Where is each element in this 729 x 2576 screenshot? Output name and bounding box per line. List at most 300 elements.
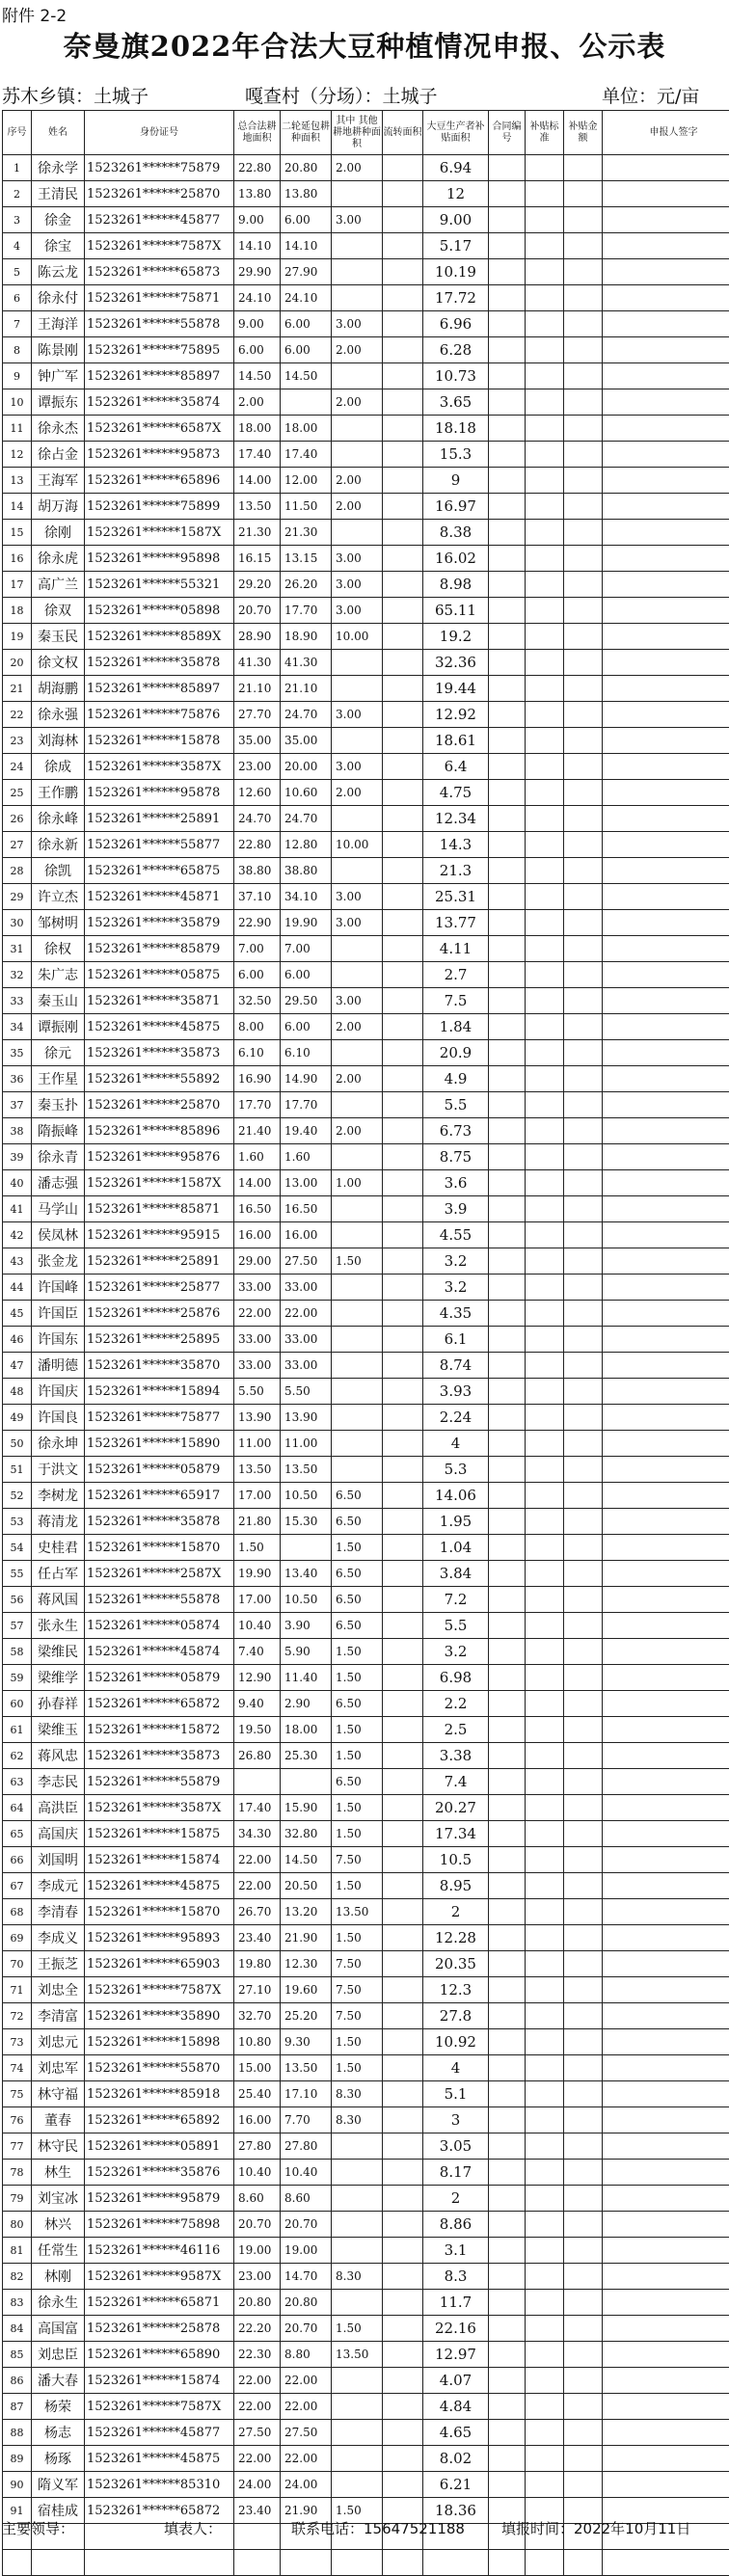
transfer-area [383,1795,423,1821]
subsidy-area: 8.38 [423,520,489,546]
contract-area: 21.90 [281,1925,332,1951]
transfer-area [383,2264,423,2290]
other-area [332,1144,383,1170]
row-number: 23 [3,728,32,754]
farmer-name: 李成义 [32,1925,85,1951]
empty-cell [564,2055,603,2081]
row-number: 49 [3,1405,32,1431]
table-row [3,1509,729,1535]
empty-cell [526,2394,564,2420]
table-row [3,2081,729,2107]
id-number: 1523261******65890 [85,2342,234,2368]
id-number: 1523261******55877 [85,832,234,858]
contract-area: 3.90 [281,1613,332,1639]
transfer-area [383,1275,423,1301]
empty-cell [489,1066,526,1092]
contract-area: 17.40 [281,442,332,468]
empty-cell [489,2420,526,2446]
empty-cell [489,1795,526,1821]
transfer-area [383,1327,423,1353]
empty-cell [564,1092,603,1118]
empty-cell [423,2550,489,2576]
total-area: 17.40 [234,1795,281,1821]
empty-cell [603,1665,729,1691]
empty-cell [526,624,564,650]
contract-area: 12.30 [281,1951,332,1977]
subsidy-area: 5.1 [423,2081,489,2107]
empty-cell [603,1118,729,1144]
empty-cell [489,442,526,468]
id-number: 1523261******35878 [85,650,234,676]
table-row [3,806,729,832]
empty-cell [526,702,564,728]
farmer-name: 林兴 [32,2212,85,2238]
contract-area: 35.00 [281,728,332,754]
empty-cell [489,1405,526,1431]
subsidy-area: 6.28 [423,337,489,363]
empty-cell [489,2212,526,2238]
row-number: 68 [3,1899,32,1925]
subsidy-area: 4.75 [423,780,489,806]
farmer-name: 潘大春 [32,2368,85,2394]
id-number: 1523261******25870 [85,1092,234,1118]
contract-area: 20.50 [281,1873,332,1899]
empty-cell [489,1951,526,1977]
table-row [3,1014,729,1040]
transfer-area [383,1170,423,1196]
empty-cell [489,806,526,832]
empty-cell [603,1847,729,1873]
row-number: 21 [3,676,32,702]
empty-cell [564,2394,603,2420]
empty-cell [526,442,564,468]
contract-area: 26.20 [281,572,332,598]
row-number: 14 [3,494,32,520]
column-header: 姓名 [32,111,85,155]
transfer-area [383,442,423,468]
subsidy-area: 12.28 [423,1925,489,1951]
row-number: 86 [3,2368,32,2394]
total-area: 22.90 [234,910,281,936]
id-number: 1523261******15878 [85,728,234,754]
contract-area: 14.90 [281,1066,332,1092]
empty-cell [489,285,526,311]
empty-cell [603,1795,729,1821]
empty-cell [526,910,564,936]
empty-cell [489,676,526,702]
total-area: 12.90 [234,1665,281,1691]
empty-cell [489,337,526,363]
farmer-name: 于洪文 [32,1457,85,1483]
row-number: 63 [3,1769,32,1795]
empty-cell [564,1222,603,1248]
row-number: 59 [3,1665,32,1691]
empty-cell [603,1561,729,1587]
total-area: 38.80 [234,858,281,884]
other-area: 2.00 [332,389,383,416]
other-area [332,2446,383,2472]
transfer-area [383,2238,423,2264]
table-row [3,1613,729,1639]
id-number: 1523261******45875 [85,1873,234,1899]
empty-cell [526,780,564,806]
contract-area: 10.50 [281,1483,332,1509]
table-row [3,1821,729,1847]
empty-cell [603,442,729,468]
empty-cell [526,2055,564,2081]
empty-cell [489,884,526,910]
contract-area: 12.00 [281,468,332,494]
empty-cell [526,884,564,910]
other-area [332,728,383,754]
empty-cell [489,1327,526,1353]
id-number: 1523261******85879 [85,936,234,962]
id-number: 1523261******85310 [85,2472,234,2498]
empty-cell [564,1665,603,1691]
transfer-area [383,311,423,337]
empty-cell [603,181,729,207]
farmer-name: 杨琢 [32,2446,85,2472]
farmer-name: 李清富 [32,2003,85,2029]
column-header: 补贴标准 [526,111,564,155]
row-number: 32 [3,962,32,988]
id-number: 1523261******15874 [85,1847,234,1873]
empty-cell [564,2290,603,2316]
empty-cell [489,1353,526,1379]
farmer-name: 李清春 [32,1899,85,1925]
id-number: 1523261******95876 [85,1144,234,1170]
farmer-name: 宿桂成 [32,2498,85,2524]
table-row [3,702,729,728]
row-number: 55 [3,1561,32,1587]
row-number: 4 [3,233,32,259]
subsidy-area: 20.35 [423,1951,489,1977]
id-number: 1523261******35874 [85,389,234,416]
empty-cell [489,962,526,988]
empty-cell [603,1483,729,1509]
empty-cell [526,2107,564,2133]
table-row [3,1639,729,1665]
transfer-area [383,1951,423,1977]
subsidy-area: 8.98 [423,572,489,598]
empty-cell [526,1196,564,1222]
farmer-name: 徐永峰 [32,806,85,832]
contract-area: 24.70 [281,702,332,728]
transfer-area [383,858,423,884]
contract-area: 21.90 [281,2498,332,2524]
row-number: 44 [3,1275,32,1301]
transfer-area [383,806,423,832]
other-area [332,650,383,676]
farmer-name: 秦玉山 [32,988,85,1014]
empty-cell [603,389,729,416]
empty-cell [603,546,729,572]
empty-cell [526,1847,564,1873]
other-area: 6.50 [332,1483,383,1509]
subsidy-area: 2.24 [423,1405,489,1431]
contract-area: 19.90 [281,910,332,936]
empty-cell [526,1639,564,1665]
farmer-name: 徐文权 [32,650,85,676]
other-area: 3.00 [332,910,383,936]
subsidy-area: 20.27 [423,1795,489,1821]
table-row [3,2420,729,2446]
row-number: 19 [3,624,32,650]
table-row [3,2107,729,2133]
empty-cell [564,832,603,858]
total-area: 10.40 [234,2160,281,2186]
empty-cell [564,884,603,910]
farmer-name: 邹树明 [32,910,85,936]
empty-cell [526,858,564,884]
contract-area: 27.80 [281,2133,332,2160]
total-area: 7.40 [234,1639,281,1665]
subsidy-area: 8.17 [423,2160,489,2186]
transfer-area [383,285,423,311]
empty-cell [526,311,564,337]
total-area: 21.10 [234,676,281,702]
subsidy-area: 6.1 [423,1327,489,1353]
empty-cell [489,2446,526,2472]
farmer-name: 孙春祥 [32,1691,85,1717]
empty-cell [489,832,526,858]
farmer-name: 刘海林 [32,728,85,754]
table-row [3,207,729,233]
farmer-name: 朱广志 [32,962,85,988]
transfer-area [383,181,423,207]
transfer-area [383,494,423,520]
subsidy-area: 10.19 [423,259,489,285]
contract-area: 22.00 [281,2368,332,2394]
empty-cell [526,1561,564,1587]
empty-cell [489,520,526,546]
total-area: 19.90 [234,1561,281,1587]
table-row [3,858,729,884]
row-number: 76 [3,2107,32,2133]
other-area: 3.00 [332,311,383,337]
empty-cell [564,1587,603,1613]
empty-cell [489,1535,526,1561]
contract-area [281,1535,332,1561]
empty-cell [603,468,729,494]
farmer-name: 林生 [32,2160,85,2186]
total-area: 24.70 [234,806,281,832]
table-row [3,2290,729,2316]
empty-cell [526,1092,564,1118]
table-row [3,598,729,624]
empty-cell [489,207,526,233]
contract-area: 14.10 [281,233,332,259]
total-area [234,1769,281,1795]
transfer-area [383,702,423,728]
empty-cell [489,1769,526,1795]
contract-area: 6.00 [281,1014,332,1040]
other-area [332,1301,383,1327]
farmer-name: 陈景刚 [32,337,85,363]
subsidy-area: 6.4 [423,754,489,780]
empty-cell [281,2550,332,2576]
table-row [3,416,729,442]
empty-cell [526,1040,564,1066]
empty-cell [564,337,603,363]
other-area: 1.50 [332,1873,383,1899]
transfer-area [383,2029,423,2055]
id-number: 1523261******55878 [85,1587,234,1613]
empty-cell [489,1561,526,1587]
empty-cell [489,2160,526,2186]
empty-cell [526,2550,564,2576]
other-area: 1.50 [332,1717,383,1743]
farmer-name: 董春 [32,2107,85,2133]
table-row [3,1561,729,1587]
table-row [3,676,729,702]
contract-area: 32.80 [281,1821,332,1847]
other-area: 6.50 [332,1509,383,1535]
transfer-area [383,1899,423,1925]
empty-cell [603,1222,729,1248]
empty-cell [564,624,603,650]
farmer-name: 张永生 [32,1613,85,1639]
empty-cell [564,988,603,1014]
subsidy-area: 3.38 [423,1743,489,1769]
total-area: 24.10 [234,285,281,311]
empty-cell [603,520,729,546]
farmer-name: 王海军 [32,468,85,494]
table-row [3,1327,729,1353]
empty-cell [603,2342,729,2368]
contract-area: 7.00 [281,936,332,962]
other-area [332,1196,383,1222]
total-area: 15.00 [234,2055,281,2081]
row-number: 90 [3,2472,32,2498]
table-row [3,1977,729,2003]
contract-area: 12.80 [281,832,332,858]
empty-cell [489,2238,526,2264]
empty-cell [603,910,729,936]
empty-cell [564,2133,603,2160]
subsidy-area: 6.98 [423,1665,489,1691]
table-row [3,233,729,259]
other-area [332,1040,383,1066]
farmer-name: 徐永学 [32,155,85,181]
row-number: 12 [3,442,32,468]
row-number: 36 [3,1066,32,1092]
table-row [3,2160,729,2186]
id-number: 1523261******65872 [85,2498,234,2524]
total-area: 34.30 [234,1821,281,1847]
farmer-name: 刘忠军 [32,2055,85,2081]
empty-cell [526,1899,564,1925]
empty-cell [564,598,603,624]
empty-cell [526,2133,564,2160]
other-area: 8.30 [332,2107,383,2133]
subsidy-area: 1.04 [423,1535,489,1561]
contract-area: 6.00 [281,962,332,988]
row-number: 17 [3,572,32,598]
blank-row [3,2550,729,2576]
transfer-area [383,988,423,1014]
other-area [332,442,383,468]
row-number: 34 [3,1014,32,1040]
id-number: 1523261******9587X [85,2264,234,2290]
leader-label: 主要领导： [2,2518,74,2538]
table-row [3,2394,729,2420]
empty-cell [603,936,729,962]
transfer-area [383,1379,423,1405]
empty-cell [564,676,603,702]
contract-area: 27.50 [281,2420,332,2446]
empty-cell [564,1431,603,1457]
empty-cell [489,494,526,520]
contract-area: 6.00 [281,311,332,337]
subsidy-area: 32.36 [423,650,489,676]
subsidy-area: 18.36 [423,2498,489,2524]
transfer-area [383,598,423,624]
page-title: 奈曼旗2022年合法大豆种植情况申报、公示表 [0,25,729,65]
farmer-name: 徐永青 [32,1144,85,1170]
transfer-area [383,754,423,780]
empty-cell [564,910,603,936]
row-number: 65 [3,1821,32,1847]
subsidy-area: 3.2 [423,1639,489,1665]
total-area: 22.00 [234,2394,281,2420]
empty-cell [564,2107,603,2133]
table-row [3,1951,729,1977]
transfer-area [383,2186,423,2212]
subsidy-area: 2.2 [423,1691,489,1717]
transfer-area [383,1353,423,1379]
farmer-name: 陈云龙 [32,259,85,285]
empty-cell [564,1951,603,1977]
subsidy-area: 13.77 [423,910,489,936]
total-area: 21.80 [234,1509,281,1535]
row-number: 67 [3,1873,32,1899]
transfer-area [383,884,423,910]
empty-cell [526,1951,564,1977]
empty-cell [603,702,729,728]
other-area [332,1275,383,1301]
table-row [3,1717,729,1743]
table-row [3,546,729,572]
farmer-name: 王作星 [32,1066,85,1092]
empty-cell [489,1170,526,1196]
other-area: 8.30 [332,2264,383,2290]
transfer-area [383,1222,423,1248]
id-number: 1523261******15870 [85,1899,234,1925]
id-number: 1523261******7587X [85,233,234,259]
other-area: 3.00 [332,572,383,598]
empty-cell [526,1327,564,1353]
id-number: 1523261******65873 [85,259,234,285]
transfer-area [383,910,423,936]
empty-cell [489,2133,526,2160]
farmer-name: 许国臣 [32,1301,85,1327]
empty-cell [564,207,603,233]
empty-cell [526,2160,564,2186]
empty-cell [564,572,603,598]
total-area: 22.20 [234,2316,281,2342]
total-area: 8.60 [234,2186,281,2212]
farmer-name: 徐永坤 [32,1431,85,1457]
farmer-name: 徐双 [32,598,85,624]
empty-cell [564,416,603,442]
id-number: 1523261******25876 [85,1301,234,1327]
row-number: 58 [3,1639,32,1665]
column-header: 序号 [3,111,32,155]
contract-area: 13.50 [281,1457,332,1483]
empty-cell [489,181,526,207]
empty-cell [564,1275,603,1301]
